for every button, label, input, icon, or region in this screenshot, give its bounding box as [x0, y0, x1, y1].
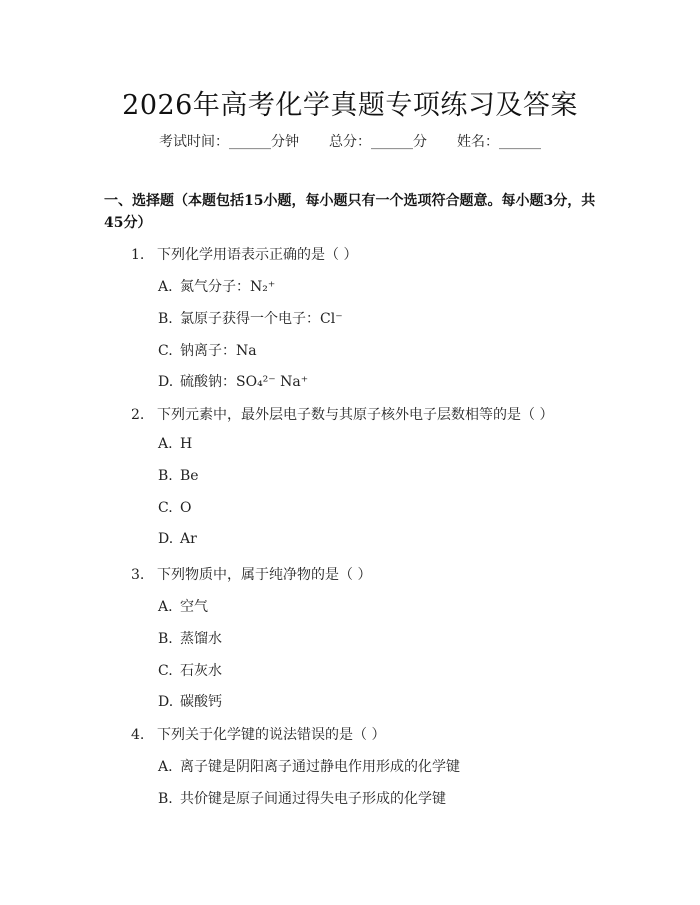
- q3-option-a: [158, 596, 208, 616]
- option-text: 共价键是原子间通过得失电子形成的化学键: [180, 791, 446, 807]
- option-letter: B.: [158, 791, 173, 807]
- question-text: 下列关于化学键的说法错误的是（ ）: [157, 727, 386, 743]
- question-2: [131, 404, 553, 424]
- option-text: 钠离子：Na: [180, 343, 257, 359]
- question-number: 1.: [131, 247, 145, 263]
- option-text: H: [180, 436, 193, 452]
- option-text: 石灰水: [180, 663, 222, 679]
- option-text: O: [180, 500, 192, 516]
- question-text: 下列化学用语表示正确的是（ ）: [157, 247, 358, 263]
- q1-option-c: [158, 340, 257, 360]
- option-letter: C.: [158, 500, 173, 516]
- option-letter: B.: [158, 468, 173, 484]
- option-letter: C.: [158, 343, 173, 359]
- option-text: 氯原子获得一个电子：Cl⁻: [180, 311, 343, 327]
- option-text: 硫酸钠：SO₄²⁻ Na⁺: [180, 374, 309, 390]
- student-name-field: 姓名：______: [457, 134, 541, 150]
- question-number: 3.: [131, 567, 145, 583]
- q4-option-b: [158, 788, 446, 808]
- q2-option-c: [158, 500, 191, 516]
- option-letter: D.: [158, 694, 174, 710]
- question-3: [131, 564, 371, 584]
- q3-option-c: [158, 660, 222, 680]
- exam-time-field: 考试时间：______分钟: [159, 134, 299, 150]
- question-number: 2.: [131, 407, 145, 423]
- option-text: Be: [180, 468, 199, 484]
- option-text: 蒸馏水: [180, 631, 222, 647]
- option-letter: C.: [158, 663, 173, 679]
- option-letter: B.: [158, 631, 173, 647]
- q2-option-a: [158, 436, 192, 452]
- question-4: [131, 724, 385, 744]
- question-text: 下列物质中，属于纯净物的是（ ）: [157, 567, 372, 583]
- q3-option-b: [158, 628, 222, 648]
- section-heading: 一、选择题（本题包括15小题，每小题只有一个选项符合题意。每小题3分，共45分）: [104, 193, 596, 231]
- page-title: 2026年高考化学真题专项练习及答案: [122, 90, 578, 121]
- option-text: 氮气分子：N₂⁺: [180, 279, 276, 295]
- question-text: 下列元素中，最外层电子数与其原子核外电子层数相等的是（ ）: [157, 407, 554, 423]
- q1-option-d: [158, 371, 308, 391]
- q3-option-d: [158, 691, 222, 711]
- q2-option-b: [158, 468, 199, 484]
- q2-option-d: [158, 531, 197, 547]
- question-1: [131, 244, 357, 264]
- q1-option-a: [158, 276, 275, 296]
- option-letter: A.: [158, 599, 173, 615]
- question-number: 4.: [131, 727, 145, 743]
- option-letter: D.: [158, 531, 174, 547]
- option-text: Ar: [180, 531, 197, 547]
- option-text: 空气: [180, 599, 208, 615]
- q1-option-b: [158, 308, 343, 328]
- option-text: 碳酸钙: [180, 694, 222, 710]
- total-score-field: 总分：______分: [329, 134, 427, 150]
- option-letter: A.: [158, 436, 173, 452]
- exam-info-line: [0, 131, 700, 151]
- option-letter: A.: [158, 759, 173, 775]
- option-text: 离子键是阴阳离子通过静电作用形成的化学键: [180, 759, 460, 775]
- option-letter: A.: [158, 279, 173, 295]
- q4-option-a: [158, 756, 460, 776]
- option-letter: D.: [158, 374, 174, 390]
- option-letter: B.: [158, 311, 173, 327]
